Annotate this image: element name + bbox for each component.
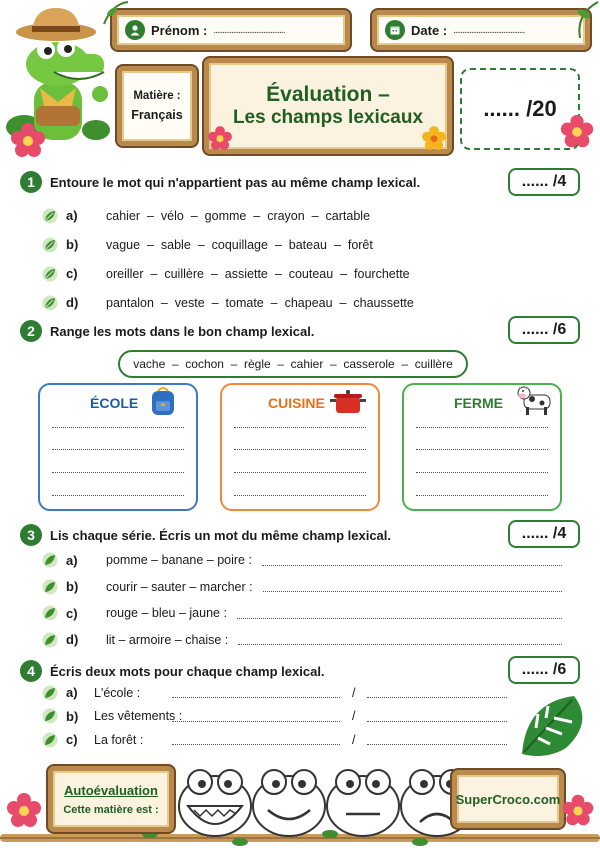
item-letter: b) (66, 237, 79, 252)
category-ferme[interactable] (402, 383, 562, 511)
autoevaluation-subtitle: Cette matière est : (63, 803, 159, 816)
matiere-value: Français (131, 108, 183, 122)
cow-icon (516, 383, 556, 417)
item-letter: d) (66, 295, 79, 310)
prenom-label: Prénom : (151, 22, 208, 38)
leaf-icon (42, 237, 58, 253)
question-1-number: 1 (20, 171, 42, 193)
date-label: Date : (411, 22, 448, 38)
leaf-vine-icon (570, 0, 600, 40)
leaf-icon (42, 632, 58, 648)
list-item (42, 201, 562, 230)
prenom-field[interactable] (112, 10, 350, 50)
item-label: L'école : (94, 685, 141, 700)
leaf-icon (42, 685, 58, 701)
question-4-list (42, 681, 507, 752)
item-letter: c) (66, 266, 78, 281)
separator: / (352, 732, 356, 747)
answer-line[interactable] (172, 734, 340, 745)
list-item (42, 288, 562, 317)
list-item (42, 230, 562, 259)
category-ferme-title: FERME (454, 395, 503, 411)
answer-line[interactable] (367, 734, 507, 745)
leaf-icon (42, 266, 58, 282)
leaf-icon (42, 732, 58, 748)
category-ecole-title: ÉCOLE (90, 395, 139, 411)
title-line2: Les champs lexicaux (232, 107, 424, 128)
answer-line[interactable] (172, 687, 340, 698)
answer-line[interactable] (238, 634, 562, 645)
question-3-list (42, 547, 562, 653)
item-letter: c) (66, 605, 78, 621)
flower-icon (560, 792, 596, 828)
item-label: Les vêtements : (94, 709, 183, 724)
flower-icon (4, 790, 44, 830)
question-3-title: Lis chaque série. Écris un mot du même champ lexical. (50, 528, 392, 543)
monstera-leaf-icon (516, 688, 596, 760)
title-line1: Évaluation – (266, 83, 390, 106)
flower-icon (420, 124, 448, 152)
question-1-title: Entoure le mot qui n'appartient pas au même champ lexical. (50, 175, 421, 190)
leaf-icon (42, 605, 58, 621)
answer-line[interactable] (416, 449, 548, 450)
backpack-icon (148, 385, 178, 417)
question-3-number: 3 (20, 524, 42, 546)
list-item (42, 574, 562, 601)
question-1-list (42, 201, 562, 317)
title-box (204, 58, 452, 154)
question-2-number: 2 (20, 320, 42, 342)
item-words: courir – sauter – marcher : (106, 579, 253, 594)
leaf-vine-icon (100, 0, 130, 28)
brand-text: SuperCroco.com (455, 791, 561, 807)
list-item (42, 259, 562, 288)
autoevaluation-box (48, 766, 174, 832)
word-bank-text: vache – cochon – règle – cahier – casserole – cuillère (133, 357, 453, 371)
item-words[interactable]: vague – sable – coquillage – bateau – forêt (106, 237, 373, 252)
list-item (42, 705, 507, 729)
answer-line[interactable] (234, 427, 366, 428)
prenom-dots: ........................................ (213, 24, 285, 36)
item-letter: c) (66, 732, 78, 748)
matiere-label: Matière : (133, 90, 181, 102)
brand-box (452, 770, 564, 828)
category-cuisine-title: CUISINE (268, 395, 325, 411)
item-letter: a) (66, 685, 78, 701)
list-item (42, 547, 562, 574)
answer-line[interactable] (237, 608, 562, 619)
item-letter: b) (66, 708, 79, 724)
answer-line[interactable] (234, 495, 366, 496)
question-4-title: Écris deux mots pour chaque champ lexical. (50, 664, 325, 679)
category-ecole[interactable] (38, 383, 198, 511)
item-words: lit – armoire – chaise : (106, 632, 229, 647)
answer-line[interactable] (52, 472, 184, 473)
matiere-box (117, 66, 197, 146)
category-cuisine[interactable] (220, 383, 380, 511)
question-1-score[interactable]: ...... /4 (508, 168, 580, 196)
answer-line[interactable] (172, 711, 340, 722)
list-item (42, 681, 507, 705)
answer-line[interactable] (262, 555, 562, 566)
flower-icon (8, 120, 48, 160)
flower-icon (206, 124, 234, 152)
answer-line[interactable] (52, 495, 184, 496)
separator: / (352, 685, 356, 700)
question-2-title: Range les mots dans le bon champ lexical. (50, 324, 315, 339)
item-words[interactable]: pantalon – veste – tomate – chapeau – chaussette (106, 295, 414, 310)
list-item (42, 600, 562, 627)
autoevaluation-title: Autoévaluation (64, 782, 158, 798)
answer-line[interactable] (52, 449, 184, 450)
answer-line[interactable] (416, 472, 548, 473)
item-words[interactable]: cahier – vélo – gomme – crayon – cartable (106, 208, 371, 223)
question-3-score[interactable]: ...... /4 (508, 520, 580, 548)
leaf-icon (42, 552, 58, 568)
neutral-face-icon[interactable] (322, 762, 404, 840)
pot-icon (330, 387, 366, 415)
calendar-icon (385, 20, 405, 40)
item-words: pomme – banane – poire : (106, 553, 252, 568)
question-4-score[interactable]: ...... /6 (508, 656, 580, 684)
list-item (42, 627, 562, 654)
happy-face-icon[interactable] (248, 762, 330, 840)
answer-line[interactable] (367, 711, 507, 722)
leaf-icon (42, 579, 58, 595)
question-4-number: 4 (20, 660, 42, 682)
word-bank (118, 350, 468, 378)
item-letter: a) (66, 552, 78, 568)
item-letter: a) (66, 208, 78, 223)
very-happy-face-icon[interactable] (174, 762, 256, 840)
answer-line[interactable] (367, 687, 507, 698)
leaf-icon (42, 708, 58, 724)
leaf-icon (42, 208, 58, 224)
item-label: La forêt : (94, 732, 144, 747)
date-dots: ........................................ (453, 24, 525, 36)
answer-line[interactable] (234, 449, 366, 450)
item-words[interactable]: oreiller – cuillère – assiette – couteau – fourchette (106, 266, 410, 281)
flower-icon (558, 112, 596, 150)
date-field[interactable] (372, 10, 590, 50)
list-item (42, 728, 507, 752)
item-words: rouge – bleu – jaune : (106, 606, 227, 621)
answer-line[interactable] (416, 427, 548, 428)
answer-line[interactable] (416, 495, 548, 496)
item-letter: d) (66, 632, 79, 648)
answer-line[interactable] (263, 581, 562, 592)
question-2-score[interactable]: ...... /6 (508, 316, 580, 344)
total-score-text: ...... /20 (483, 96, 557, 121)
leaf-icon (42, 295, 58, 311)
answer-line[interactable] (234, 472, 366, 473)
item-letter: b) (66, 579, 79, 595)
separator: / (352, 709, 356, 724)
answer-line[interactable] (52, 427, 184, 428)
